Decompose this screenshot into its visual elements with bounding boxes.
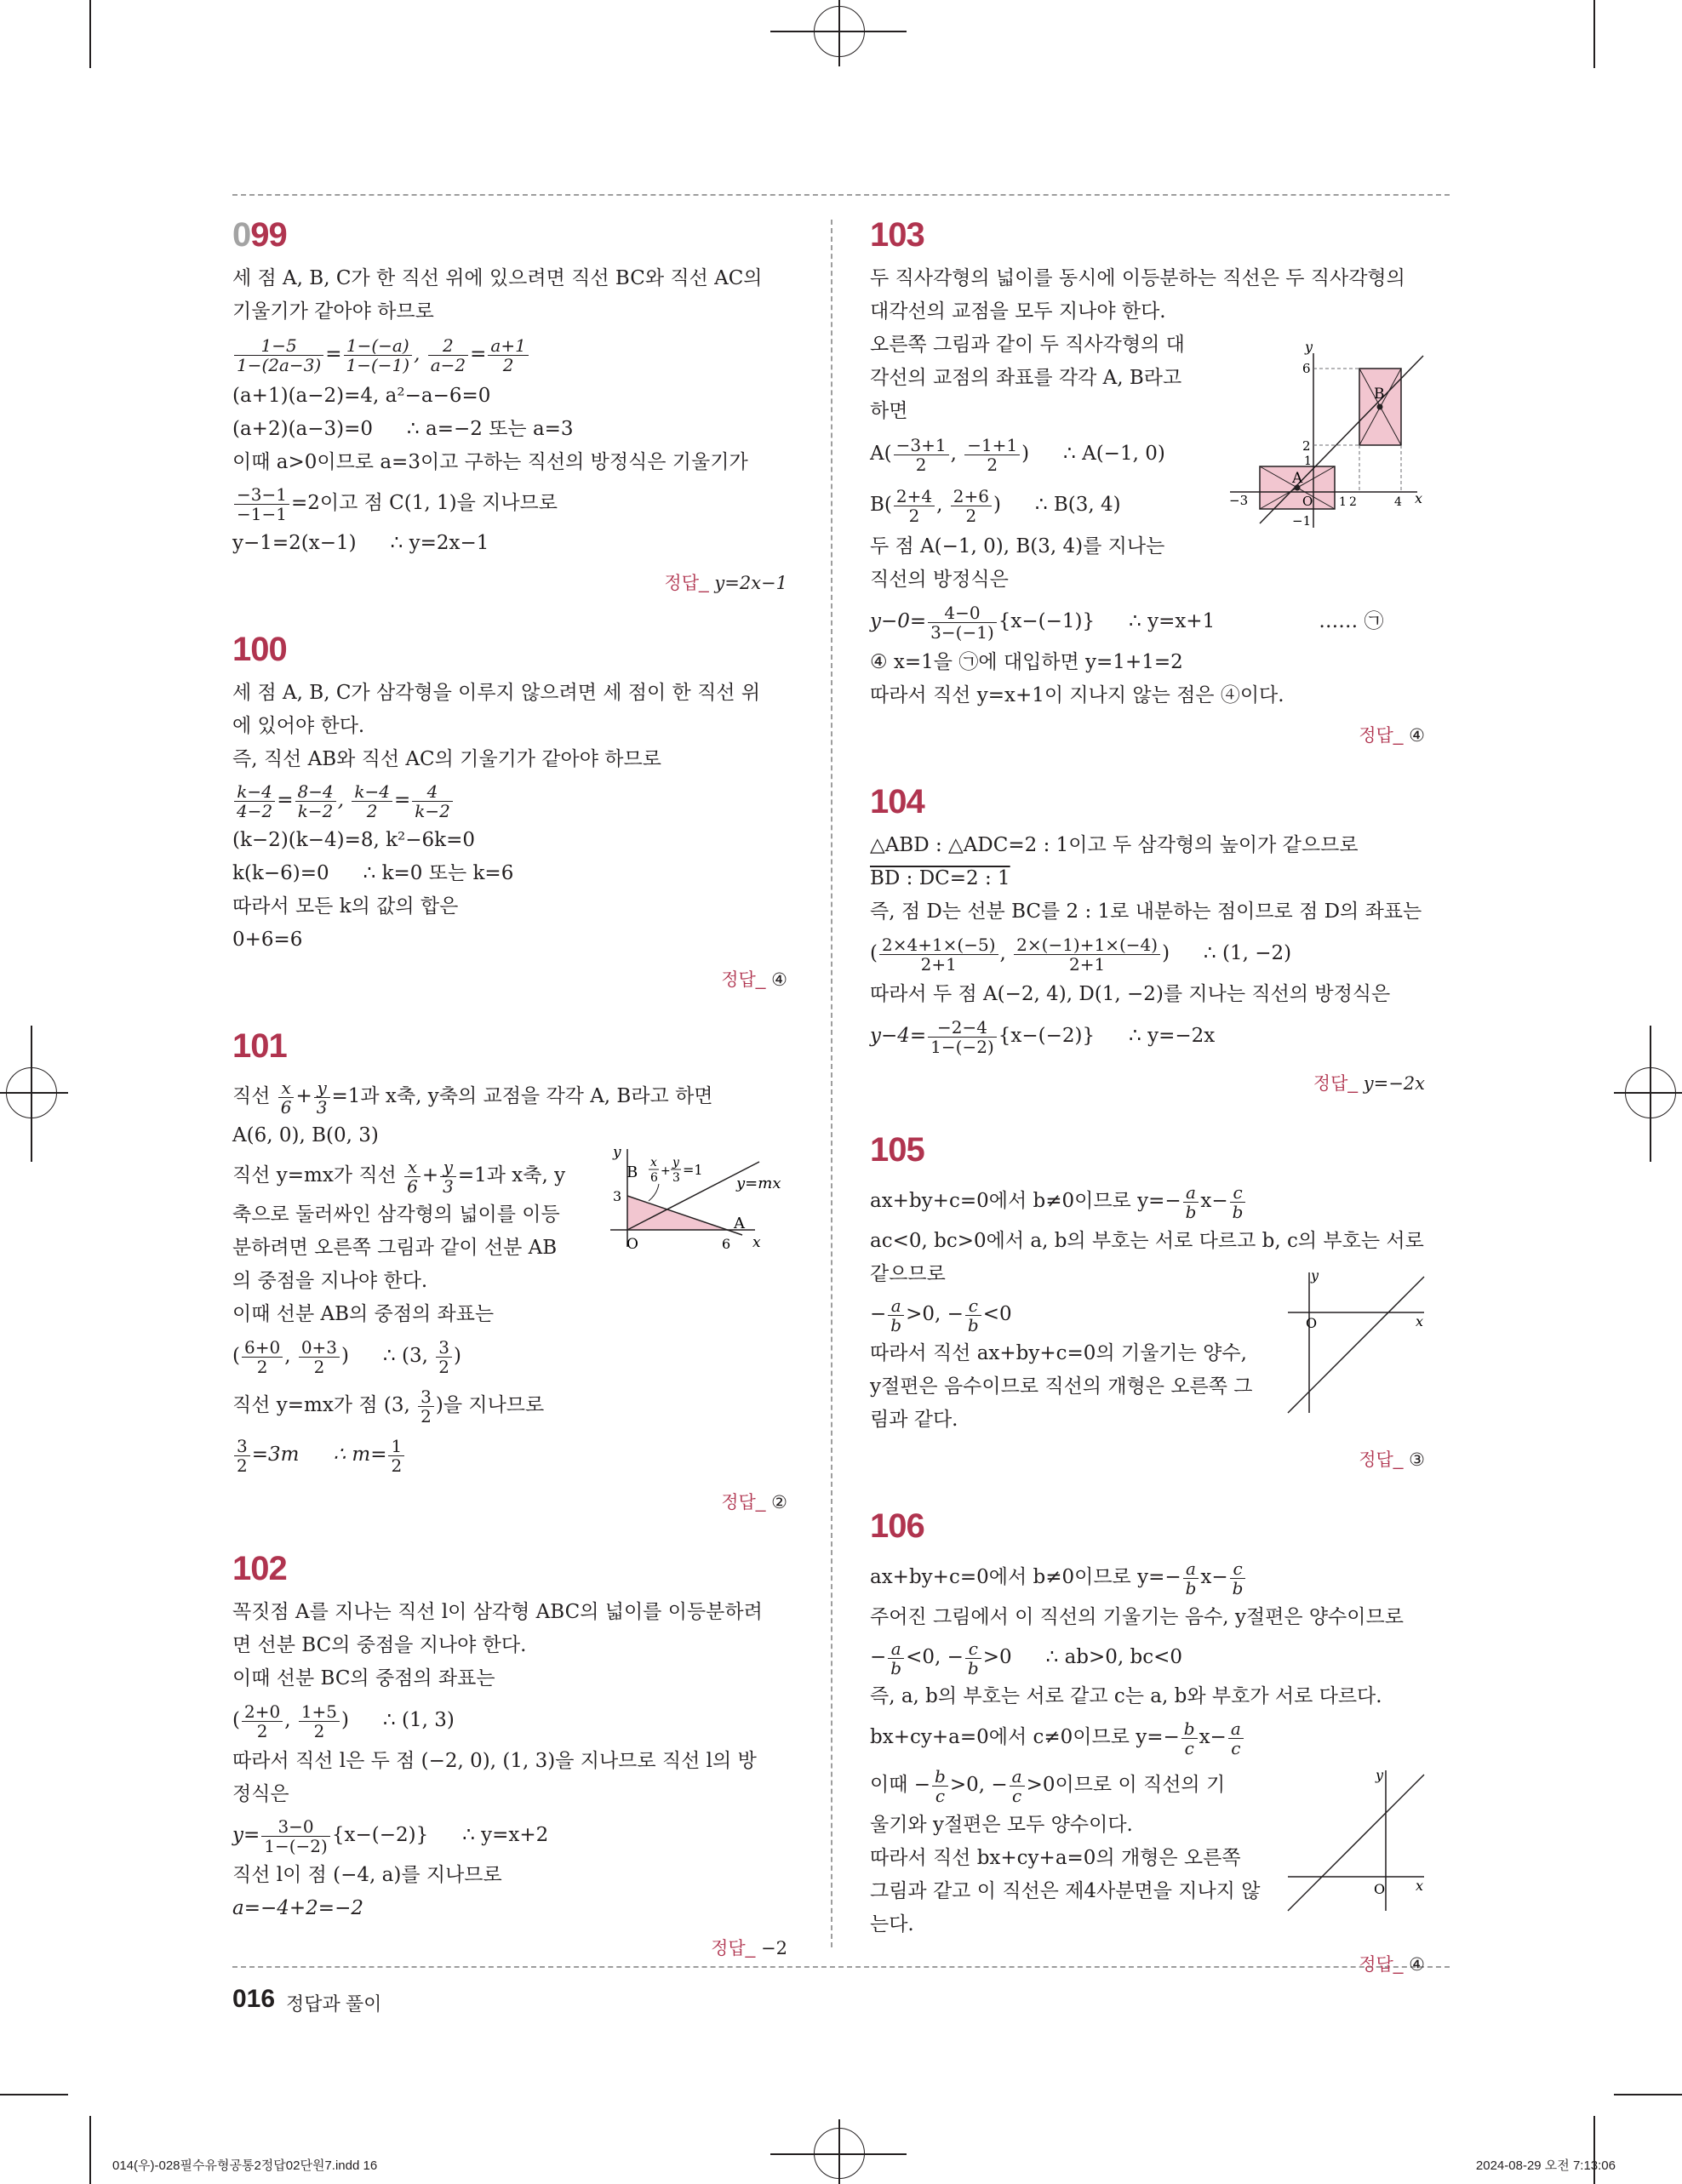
text-line: 주어진 그림에서 이 직선의 기울기는 음수, y절편은 양수이므로 (870, 1606, 1404, 1628)
text-line: 에 있어야 한다. (232, 715, 365, 737)
text-line: 면 선분 BC의 중점을 지나야 한다. (232, 1634, 527, 1656)
svg-text:2: 2 (1349, 495, 1357, 509)
equation: ( $\frac{2+0}{2}$ , $\frac{1+5}{2}$ ) ∴ (1, 3) (232, 1701, 455, 1741)
svg-text:4: 4 (1394, 495, 1402, 509)
tick-label: 3 (613, 1188, 622, 1204)
text-line: 이때 a>0이므로 a=3이고 구하는 직선의 방정식은 기울기가 (232, 451, 748, 473)
registration-mark (814, 6, 865, 57)
text-line: 축으로 둘러싸인 삼각형의 넓이를 이등 (232, 1203, 560, 1226)
axis-label: y (613, 1145, 621, 1161)
equation: ( $\frac{2\times 4+1\times(-5)}{2+1}$ , $\frac{2\times(-1)+1\times(-4)}{2+1}$ ) ∴ (1, −2) (870, 934, 1292, 975)
answer: 정답_ y=−2x (1313, 1073, 1425, 1094)
text-line: 즉, 직선 AB와 직선 AC의 기울기가 같아야 하므로 (232, 748, 661, 770)
text-line: 울기와 y절편은 모두 양수이다. (870, 1814, 1133, 1836)
equation: bx+cy+a=0에서 c≠0이므로 y=− $\frac{b}{c}$ x− $\frac{a}{c}$ (870, 1713, 1425, 1761)
text-line: 직선의 방정식은 (870, 569, 1009, 591)
text-line: 따라서 직선 bx+cy+a=0의 개형은 오른쪽 (870, 1847, 1241, 1869)
text-line: 이때 선분 BC의 중점의 좌표는 (232, 1667, 495, 1689)
text-line: 대각선의 교점을 모두 지나야 한다. (870, 300, 1166, 323)
svg-text:+: + (661, 1164, 671, 1178)
text-line: 따라서 두 점 A(−2, 4), D(1, −2)를 지나는 직선의 방정식은 (870, 983, 1391, 1005)
text-line: ④ x=1을 ㉠에 대입하면 y=1+1=2 (870, 651, 1183, 673)
point-label: B (626, 1163, 638, 1181)
text-line: 그림과 같고 이 직선은 제4사분면을 지나지 않 (870, 1880, 1261, 1902)
text-line: 이때 선분 AB의 중점의 좌표는 (232, 1303, 495, 1325)
equation: $\frac{3}{2}$ =3m ∴ m= $\frac{1}{2}$ (232, 1430, 787, 1479)
answer: 정답_ ② (721, 1492, 787, 1512)
text-line: 오른쪽 그림과 같이 두 직사각형의 대 (870, 334, 1185, 356)
text-line: 의 중점을 지나야 한다. (232, 1270, 428, 1292)
text-line: y절편은 음수이므로 직선의 개형은 오른쪽 그 (870, 1375, 1253, 1398)
answer: 정답_ y=2x−1 (664, 573, 787, 593)
equation: A( $\frac{-3+1}{2}$ , $\frac{-1+1}{2}$ ) ∴ A(−1, 0) (870, 434, 1165, 475)
text-line: 세 점 A, B, C가 삼각형을 이루지 않으려면 세 점이 한 직선 위 (232, 682, 761, 704)
text-line: 따라서 모든 k의 값의 합은 (232, 895, 459, 918)
point-label: A (734, 1215, 745, 1232)
answer: 정답_ ④ (721, 969, 787, 990)
svg-text:y: y (1376, 1767, 1384, 1783)
equation: y−1=2(x−1) ∴ y=2x−1 (232, 532, 489, 554)
svg-text:y: y (1311, 1268, 1319, 1284)
equation: k(k−6)=0 ∴ k=0 또는 k=6 (232, 862, 514, 884)
text-line: 직선 l이 점 (−4, a)를 지나므로 (232, 1864, 502, 1886)
equation: − $\frac{a}{b}$ <0, − $\frac{c}{b}$ >0 ∴ ab>0, bc<0 (870, 1638, 1183, 1678)
text-line: 같으므로 (870, 1263, 946, 1285)
registration-mark (1625, 1067, 1676, 1118)
text-line: 기울기가 같아야 하므로 (232, 300, 434, 323)
equation: (a+2)(a−3)=0 ∴ a=−2 또는 a=3 (232, 418, 574, 440)
answer: 정답_ ④ (1359, 725, 1425, 746)
figure-103 (1226, 336, 1430, 532)
registration-mark (6, 1067, 57, 1118)
equation: y−0= $\frac{4-0}{3-(-1)}$ {x−(−1)} ∴ y=x+1 …… ㉠ (870, 602, 1384, 643)
equation: y= $\frac{3-0}{1-(-2)}$ {x−(−2)} ∴ y=x+2 (232, 1815, 549, 1856)
svg-text:6: 6 (1302, 361, 1311, 376)
svg-text:O: O (1302, 494, 1313, 509)
crop-mark (89, 0, 91, 68)
svg-text:1: 1 (1339, 495, 1347, 509)
crop-mark (1593, 0, 1595, 68)
crop-mark (1614, 2094, 1682, 2095)
svg-text:O: O (1374, 1881, 1386, 1897)
equation: a=−4+2=−2 (232, 1897, 363, 1919)
equation: − $\frac{a}{b}$ >0, − $\frac{c}{b}$ <0 (870, 1295, 1012, 1335)
answer: 정답_ ③ (1359, 1449, 1425, 1470)
equation: $\frac{1-5}{1-(2a-3)}$ = $\frac{1-(-a)}{1-(-1)}$ , $\frac{2}{a-2}$ = $\frac{a+1}{2}$ (232, 329, 787, 380)
text-line: 따라서 직선 l은 두 점 (−2, 0), (1, 3)을 지나므로 직선 l의 방 (232, 1750, 757, 1772)
text-line: 이때 − $\frac{b}{c}$ >0, − $\frac{a}{c}$ >0이므로 이 직선의 기 (870, 1765, 1226, 1806)
crop-mark (89, 2116, 91, 2184)
answer: 정답_ ④ (1359, 1954, 1425, 1975)
equation: $\frac{-3-1}{-1-1}$ =2이고 점 C(1, 1)을 지나므로 (232, 479, 787, 527)
problem-number: 099 (232, 216, 287, 254)
svg-text:x: x (1416, 1313, 1424, 1329)
text-line: 두 점 A(−1, 0), B(3, 4)를 지나는 (870, 535, 1165, 557)
axis-label: x (752, 1234, 761, 1251)
text-line: ac<0, bc>0에서 a, b의 부호는 서로 다르고 b, c의 부호는 서로 (870, 1230, 1424, 1252)
slug-date: 2024-08-29 오전 7:13:06 (1475, 2158, 1616, 2173)
svg-text:1: 1 (1304, 455, 1312, 468)
svg-text:−3: −3 (1229, 493, 1249, 508)
equation: ax+by+c=0에서 b≠0이므로 y=− $\frac{a}{b}$ x− $\frac{c}{b}$ (870, 1553, 1425, 1601)
text-line: 따라서 직선 ax+by+c=0의 기울기는 양수, (870, 1342, 1247, 1364)
origin-label: O (626, 1236, 638, 1253)
text-line: 두 직사각형의 넓이를 동시에 이등분하는 직선은 두 직사각형의 (870, 267, 1405, 289)
equation: (a+1)(a−2)=4, a²−a−6=0 (232, 385, 491, 407)
equation: y−4= $\frac{-2-4}{1-(-2)}$ {x−(−2)} ∴ y=−2x (870, 1016, 1216, 1057)
top-rule (232, 194, 1450, 196)
text-line: 하면 (870, 400, 908, 422)
equation: ( $\frac{6+0}{2}$ , $\frac{0+3}{2}$ ) ∴ (3, $\frac{3}{2}$ ) (232, 1336, 461, 1377)
problem-number: 103 (870, 216, 924, 254)
text-line: 즉, 점 D는 선분 BC를 2 : 1로 내분하는 점이므로 점 D의 좌표는 (870, 900, 1422, 923)
column-divider (831, 220, 832, 1947)
equation: 0+6=6 (232, 929, 303, 951)
line-label: x (650, 1156, 657, 1169)
left-column (232, 211, 787, 1991)
svg-text:3: 3 (672, 1171, 680, 1185)
text-line: △ABD : △ADC=2 : 1이고 두 삼각형의 높이가 같으므로 (870, 834, 1359, 856)
equation: B( $\frac{2+4}{2}$ , $\frac{2+6}{2}$ ) ∴ B(3, 4) (870, 485, 1121, 526)
equation: $\frac{k-4}{4-2}$ = $\frac{8-4}{k-2}$ , $\frac{k-4}{2}$ = $\frac{4}{k-2}$ (232, 776, 787, 824)
figure-101 (606, 1145, 802, 1255)
answer: 정답_ −2 (711, 1938, 787, 1958)
text-line: 직선 y=mx가 점 (3, $\frac{3}{2}$ )을 지나므로 (232, 1386, 545, 1426)
slug-file: 014(우)-028필수유형공통2정답02단원7.indd 16 (112, 2158, 378, 2173)
crop-mark (0, 2094, 68, 2095)
registration-mark (814, 2128, 865, 2179)
text-line: 따라서 직선 y=x+1이 지나지 않는 점은 ④이다. (870, 684, 1284, 706)
figure-106 (1284, 1766, 1428, 1915)
text-line: 직선 $\frac{x}{6}$ + $\frac{y}{3}$ =1과 x축, y축의 교점을 각각 A, B라고 하면 (232, 1077, 713, 1118)
problem-number: 105 (870, 1131, 924, 1169)
svg-text:x: x (1415, 490, 1423, 506)
page-number: 016 (232, 1985, 276, 2013)
problem-number: 101 (232, 1027, 287, 1065)
text-line: 직선 y=mx가 직선 $\frac{x}{6}$ + $\frac{y}{3}$ =1과 x축, y (232, 1156, 566, 1197)
svg-text:x: x (1416, 1878, 1424, 1894)
svg-text:=1: =1 (683, 1162, 703, 1178)
figure-105 (1284, 1268, 1428, 1417)
text-line: 세 점 A, B, C가 한 직선 위에 있으려면 직선 BC와 직선 AC의 (232, 267, 763, 289)
text-line: 꼭짓점 A를 지나는 직선 l이 삼각형 ABC의 넓이를 이등분하려 (232, 1601, 763, 1623)
equation: A(6, 0), B(0, 3) (232, 1124, 379, 1146)
crop-mark (1593, 2116, 1595, 2184)
svg-text:B: B (1374, 386, 1385, 403)
svg-text:O: O (1306, 1315, 1318, 1331)
text-line: 정식은 (232, 1783, 289, 1805)
equation: (k−2)(k−4)=8, k²−6k=0 (232, 829, 476, 851)
problem-number: 102 (232, 1550, 287, 1587)
svg-text:y: y (672, 1156, 679, 1169)
text-line: 즉, a, b의 부호는 서로 같고 c는 a, b와 부호가 서로 다르다. (870, 1685, 1382, 1707)
svg-text:6: 6 (650, 1171, 658, 1185)
text-line: 는다. (870, 1913, 914, 1935)
problem-number: 106 (870, 1507, 924, 1545)
text-line: 각선의 교점의 좌표를 각각 A, B라고 (870, 367, 1182, 389)
problem-number: 104 (870, 783, 924, 820)
svg-text:2: 2 (1302, 438, 1311, 454)
equation: ax+by+c=0에서 b≠0이므로 y=− $\frac{a}{b}$ x− $\frac{c}{b}$ (870, 1177, 1425, 1225)
svg-text:A: A (1292, 470, 1303, 487)
text-line: BD : DC=2 : 1 (870, 867, 1010, 889)
svg-text:−1: −1 (1292, 513, 1312, 529)
text-line: 림과 같다. (870, 1409, 958, 1431)
svg-text:y: y (1305, 339, 1313, 355)
tick-label: 6 (722, 1236, 731, 1252)
page-title: 정답과 풀이 (286, 1993, 382, 2015)
text-line: 분하려면 오른쪽 그림과 같이 선분 AB (232, 1237, 558, 1259)
line-label: y=mx (736, 1175, 781, 1192)
problem-number: 100 (232, 631, 287, 668)
